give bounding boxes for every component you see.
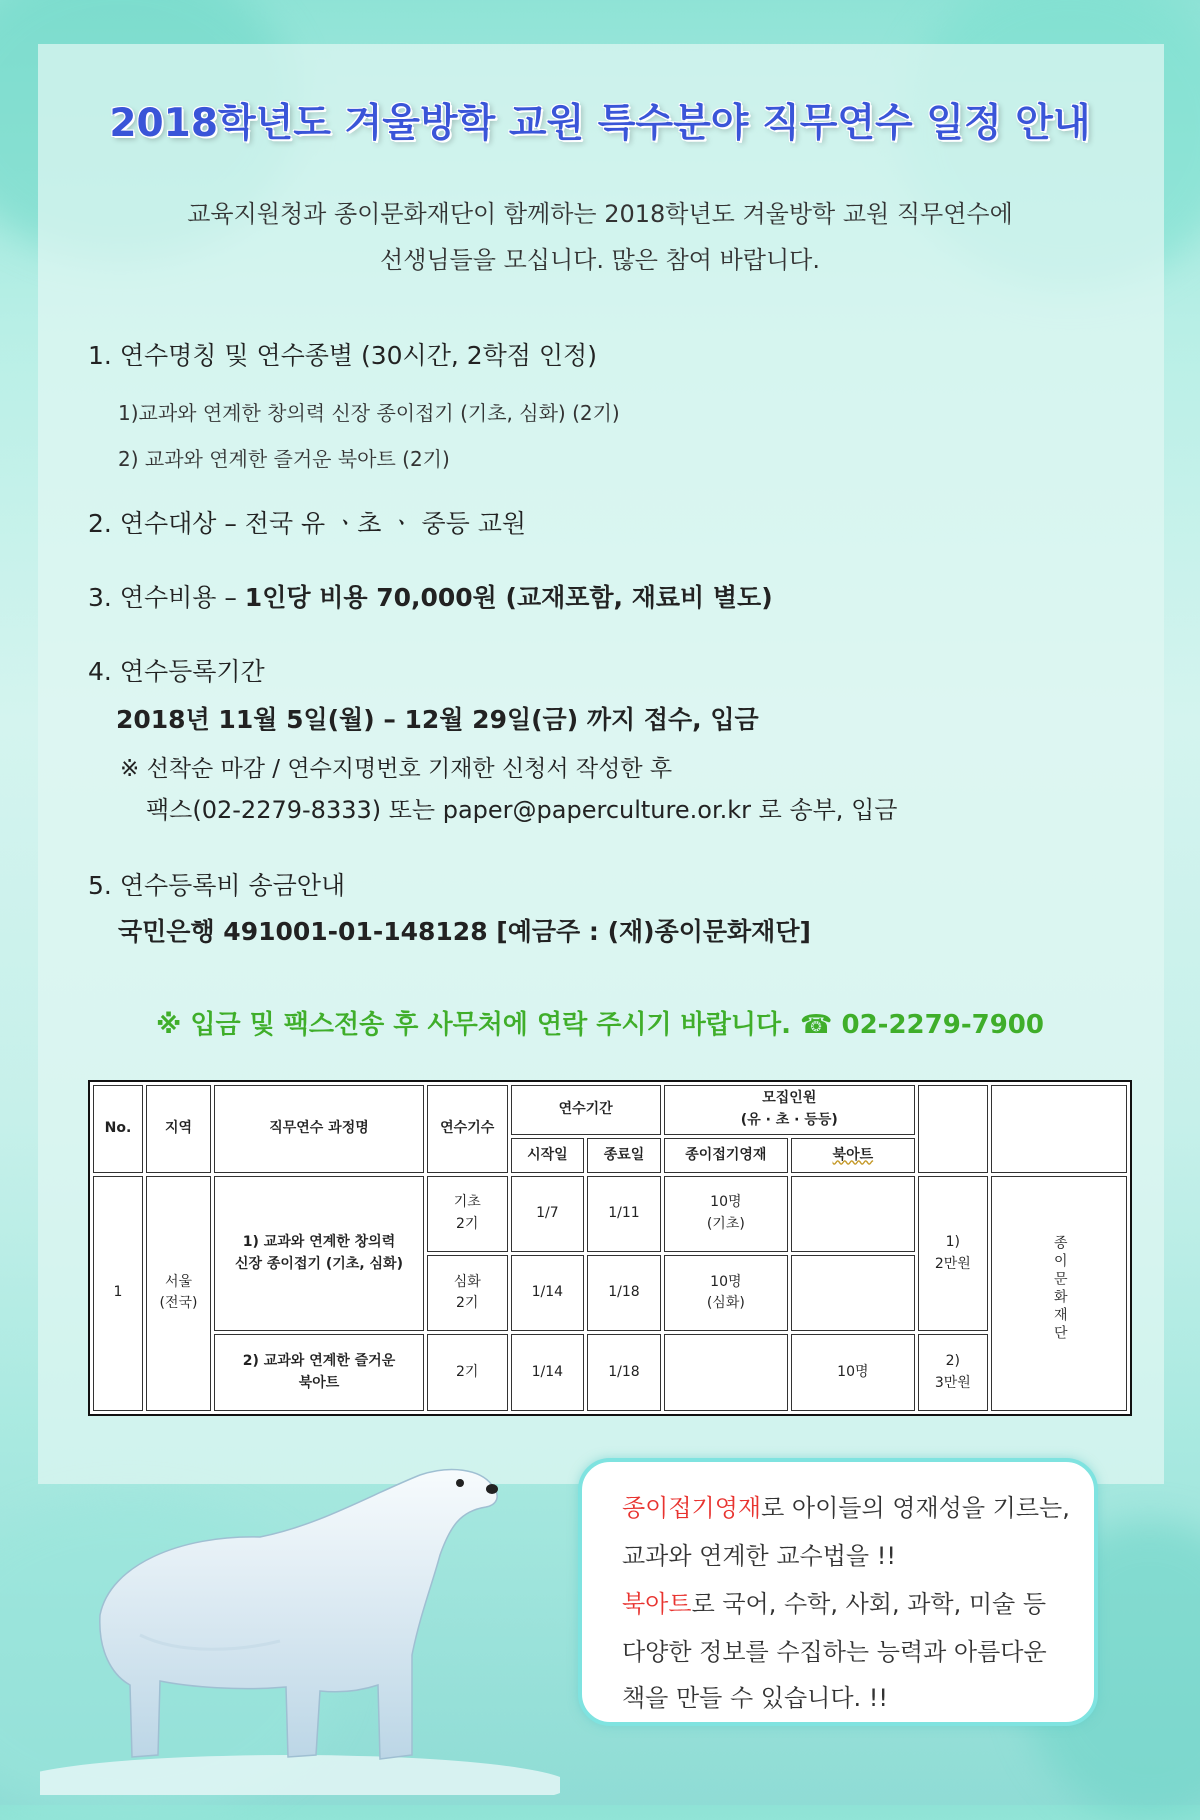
cell-fee-1	[918, 1176, 988, 1332]
cell-session-basic	[427, 1176, 508, 1252]
cell-session-advanced-type: 심화	[453, 1273, 481, 1290]
cell-org	[991, 1176, 1127, 1411]
cell-bookart-2	[791, 1255, 915, 1331]
cell-course-1-line-1: 1) 교과와 연계한 창의력	[242, 1233, 396, 1250]
page-title: 2018학년도 겨울방학 교원 특수분야 직무연수 일정 안내	[109, 101, 1091, 146]
cell-origami-2	[664, 1255, 788, 1331]
promo-line-2: 교과와 연계한 교수법을 !!	[622, 1542, 896, 1570]
promo-line-3-rest: 로 국어, 수학, 사회, 과학, 미술 등	[691, 1590, 1047, 1618]
th-end: 종료일	[587, 1138, 661, 1172]
bank-account: 국민은행 491001-01-148128 [예금주 : (재)종이문화재단]	[118, 917, 811, 946]
cell-start-2: 1/14	[511, 1255, 585, 1331]
cell-course-2-line-1: 2) 교과와 연계한 즐거운	[242, 1353, 396, 1370]
cell-origami-2-level: (심화)	[706, 1295, 745, 1312]
cell-region	[146, 1176, 211, 1411]
cell-fee-2	[918, 1334, 988, 1411]
section-1-item-1: 1)교과와 연계한 창의력 신장 종이접기 (기초, 심화) (2기)	[118, 401, 620, 425]
th-fee-blank	[918, 1085, 988, 1173]
section-1-heading: 1. 연수명칭 및 연수종별 (30시간, 2학점 인정)	[88, 341, 597, 370]
cell-origami-1-level: (기초)	[706, 1215, 745, 1232]
registration-period: 2018년 11월 5일(월) – 12월 29일(금) 까지 접수, 입금	[116, 705, 759, 734]
promo-line-5: 책을 만들 수 있습니다. !!	[622, 1684, 889, 1712]
cell-session-advanced-count: 2기	[456, 1295, 479, 1312]
cell-fee-2-amount: 3만원	[934, 1374, 971, 1391]
cell-no: 1	[93, 1176, 143, 1411]
cell-origami-2-count: 10명	[710, 1273, 742, 1290]
section-4-heading: 4. 연수등록기간	[88, 657, 265, 686]
th-recruit	[664, 1085, 915, 1135]
th-course	[214, 1085, 424, 1173]
promo-line-1-rest: 로 아이들의 영재성을 기르는,	[761, 1494, 1070, 1522]
cell-bookart-1	[791, 1176, 915, 1252]
intro-line-1: 교육지원청과 종이문화재단이 함께하는 2018학년도 겨울방학 교원 직무연수에	[187, 200, 1013, 228]
th-bookart-text: 북아트	[832, 1146, 874, 1163]
cell-session-bookart: 2기	[427, 1334, 508, 1411]
cell-origami-1	[664, 1176, 788, 1252]
table-row	[93, 1334, 1127, 1411]
intro-line-2: 선생님들을 모십니다. 많은 참여 바랍니다.	[380, 246, 820, 274]
cell-region-scope: (전국)	[159, 1295, 198, 1312]
cell-fee-1-index: 1)	[945, 1233, 960, 1250]
cell-region-city: 서울	[164, 1273, 193, 1290]
promo-bookart-highlight: 북아트	[622, 1590, 692, 1618]
cell-end-2: 1/18	[587, 1255, 661, 1331]
registration-note-1: ※ 선착순 마감 / 연수지명번호 기재한 신청서 작성한 후	[120, 756, 673, 782]
th-bookart	[791, 1138, 915, 1172]
table-row	[93, 1176, 1127, 1252]
cell-fee-2-index: 2)	[945, 1353, 960, 1370]
section-5-heading: 5. 연수등록비 송금안내	[88, 871, 346, 900]
promo-line-4: 다양한 정보를 수집하는 능력과 아름다운	[622, 1638, 1047, 1666]
promo-line-3	[622, 1584, 1046, 1619]
cell-bookart-3: 10명	[791, 1334, 915, 1411]
th-course-text: 직무연수 과정명	[269, 1119, 369, 1136]
cell-session-basic-count: 2기	[456, 1215, 479, 1232]
section-3-heading	[88, 578, 773, 614]
schedule-table	[88, 1080, 1132, 1416]
section-1-item-2: 2) 교과와 연계한 즐거운 북아트 (2기)	[118, 447, 450, 471]
cell-origami-1-count: 10명	[710, 1194, 742, 1211]
cell-org-text: 종이문화재단	[1051, 1235, 1068, 1344]
th-period: 연수기간	[511, 1085, 661, 1135]
cell-origami-3	[664, 1334, 788, 1411]
section-3-cost: 1인당 비용 70,000원 (교재포함, 재료비 별도)	[244, 583, 773, 612]
table-header-row-1	[93, 1085, 1127, 1135]
th-no: No.	[93, 1085, 143, 1173]
th-region: 지역	[146, 1085, 211, 1173]
promo-origami-highlight: 종이접기영재	[622, 1494, 762, 1522]
cell-course-2-line-2: 북아트	[298, 1374, 340, 1391]
section-3-label: 3. 연수비용 –	[88, 583, 245, 612]
registration-note-2: 팩스(02-2279-8333) 또는 paper@paperculture.or.kr 로 송부, 입금	[146, 796, 898, 824]
cell-course-1	[214, 1176, 424, 1332]
contact-note: ※ 입금 및 팩스전송 후 사무처에 연락 주시기 바랍니다. ☎ 02-2279-7900	[156, 1010, 1044, 1040]
cell-session-basic-type: 기초	[453, 1194, 481, 1211]
cell-start-3: 1/14	[511, 1334, 585, 1411]
polar-bear-illustration	[40, 1455, 560, 1795]
cell-end-1: 1/11	[587, 1176, 661, 1252]
th-recruit-sub: (유 · 초 · 등등)	[740, 1112, 838, 1129]
promo-bubble	[578, 1458, 1098, 1726]
th-origami: 종이접기영재	[664, 1138, 788, 1172]
cell-fee-1-amount: 2만원	[934, 1255, 971, 1272]
th-org-blank	[991, 1085, 1127, 1173]
th-sessions: 연수기수	[427, 1085, 508, 1173]
th-start: 시작일	[511, 1138, 585, 1172]
cell-end-3: 1/18	[587, 1334, 661, 1411]
cell-course-2	[214, 1334, 424, 1411]
promo-line-1	[622, 1488, 1070, 1523]
section-2-heading: 2. 연수대상 – 전국 유 ㆍ초 ㆍ 중등 교원	[88, 509, 527, 538]
th-recruit-title: 모집인원	[762, 1090, 817, 1107]
cell-course-1-line-2: 신장 종이접기 (기초, 심화)	[234, 1255, 403, 1272]
cell-session-advanced	[427, 1255, 508, 1331]
cell-start-1: 1/7	[511, 1176, 585, 1252]
